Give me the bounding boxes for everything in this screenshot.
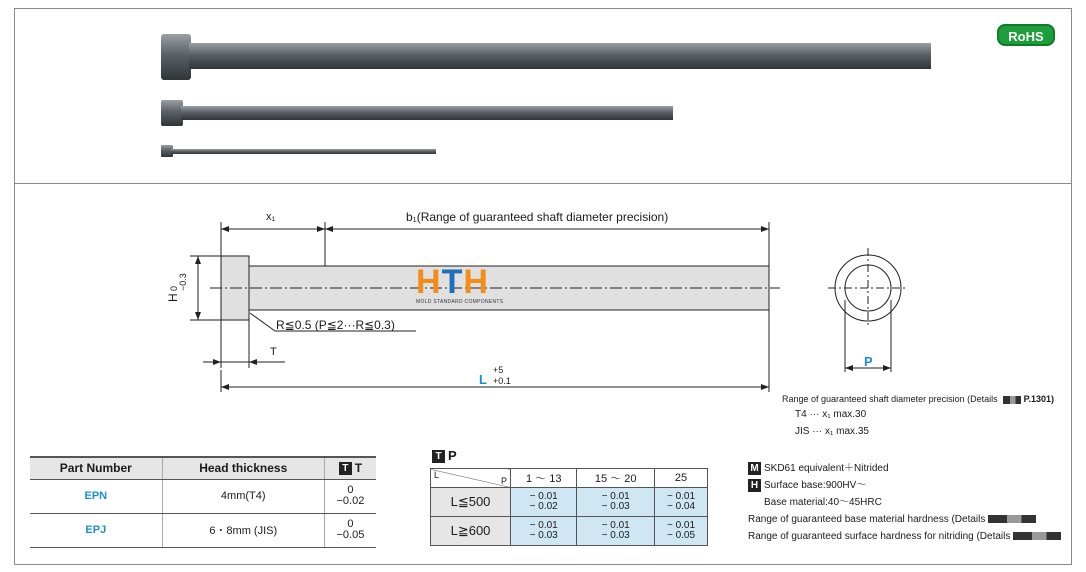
catalog-ref-icon: [988, 515, 1036, 523]
b1-label: b₁(Range of guaranteed shaft diameter precision): [406, 210, 669, 224]
head-thickness-cell: 6・8mm (JIS): [162, 513, 324, 547]
h-box-icon: H: [748, 479, 761, 492]
h-upper-tol: 0: [169, 285, 179, 291]
table-row: [431, 517, 708, 546]
l-upper-tol: +5: [493, 365, 504, 375]
part-number-cell: EPJ: [30, 513, 162, 547]
watermark-logo: [416, 265, 506, 311]
t-box-icon: T: [432, 450, 445, 463]
p-col-header: 15 〜 20: [577, 469, 655, 488]
col-t: T T: [324, 457, 376, 479]
p-col-header: 1 〜 13: [511, 469, 577, 488]
precision-note-line1: Range of guaranteed shaft diameter precision (Details P.1301): [782, 394, 1055, 404]
p-label: P: [864, 354, 873, 369]
p-value-cell: − 0.01 − 0.03: [577, 488, 655, 517]
p-tolerance-table: [430, 468, 708, 546]
p-table-corner: L P: [431, 469, 511, 488]
surface-hardness-line: H Surface base:900HV〜: [748, 477, 1061, 494]
l-lower-tol: +0.1: [493, 376, 511, 386]
radius-note: R≦0.5 (P≦2···R≦0.3): [276, 318, 395, 332]
m-box-icon: M: [748, 462, 761, 475]
col-head-thickness: Head thickness: [162, 457, 324, 479]
logo-letter-2: T: [441, 263, 464, 301]
p-row-label: L≦500: [431, 488, 511, 517]
rohs-badge: RoHS: [997, 24, 1055, 46]
p-value-cell: − 0.01 − 0.03: [511, 517, 577, 546]
precision-note-line3: JIS ··· x₁ max.35: [795, 426, 869, 437]
p-value-cell: − 0.01 − 0.04: [655, 488, 708, 517]
p-value-cell: − 0.01 − 0.02: [511, 488, 577, 517]
x1-label: x₁: [266, 211, 276, 223]
p-value-cell: − 0.01 − 0.05: [655, 517, 708, 546]
part-number-cell: EPN: [30, 479, 162, 513]
logo-subtext: MOLD STANDARD COMPONENTS: [416, 299, 504, 305]
l-label: L: [479, 372, 487, 387]
h-label: H: [166, 293, 180, 302]
part-number-table: [30, 456, 376, 548]
p-value-cell: − 0.01 − 0.03: [577, 517, 655, 546]
base-hardness-ref: Range of guaranteed base material hardness (Details: [748, 511, 1061, 528]
t-tolerance-cell: 0 −0.05: [324, 513, 376, 547]
p-table-title: T P: [432, 448, 457, 463]
h-lower-tol: −0.3: [178, 273, 188, 291]
material-line: M SKD61 equivalent＋Nitrided: [748, 460, 1061, 477]
p-col-header: 25: [655, 469, 708, 488]
logo-letter-3: H: [463, 263, 489, 301]
table-row: [431, 488, 708, 517]
t-box-icon: T: [339, 462, 352, 475]
head-thickness-cell: 4mm(T4): [162, 479, 324, 513]
surface-hardness-ref: Range of guaranteed surface hardness for nitriding (Details: [748, 528, 1061, 545]
logo-letter-1: H: [416, 263, 442, 301]
table-row: [30, 513, 376, 547]
table-row: [30, 479, 376, 513]
t-label: T: [270, 346, 277, 358]
catalog-ref-icon: [1013, 532, 1061, 540]
catalog-ref-icon: [1003, 396, 1021, 404]
precision-note-line2: T4 ··· x₁ max.30: [795, 409, 867, 420]
material-notes: [748, 460, 1061, 545]
p-row-label: L≧600: [431, 517, 511, 546]
base-material-line: Base material:40〜45HRC: [764, 497, 882, 508]
col-part-number: Part Number: [30, 457, 162, 479]
t-tolerance-cell: 0 −0.02: [324, 479, 376, 513]
